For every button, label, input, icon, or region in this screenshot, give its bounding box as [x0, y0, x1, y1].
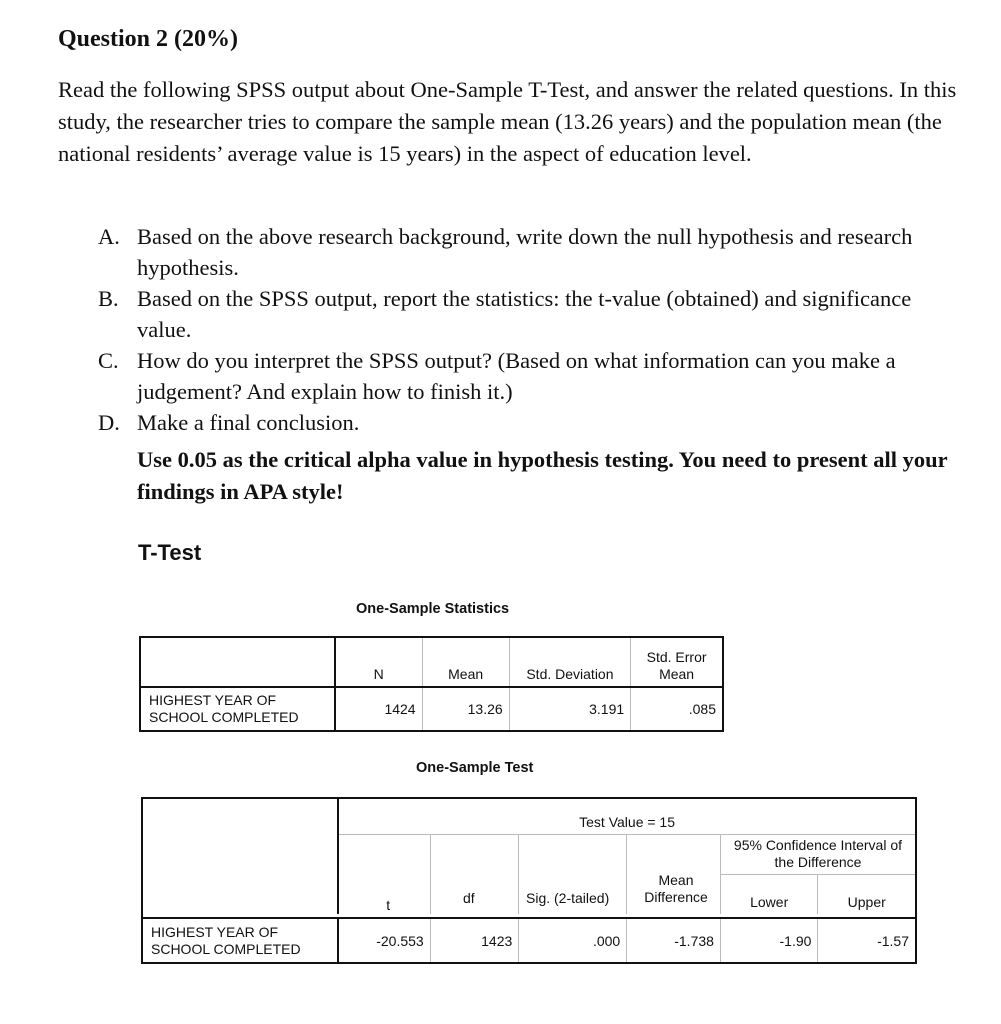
- question-list: [98, 221, 958, 438]
- ci-header: 95% Confidence Interval of the Difference: [720, 834, 916, 874]
- one-sample-statistics-table: [139, 636, 724, 732]
- one-sample-test-table: [141, 797, 917, 964]
- test-corner-cell: [142, 798, 338, 914]
- stats-header-n: N: [373, 666, 384, 682]
- test-header-upper: Upper: [818, 874, 916, 914]
- stats-value-mean: 13.26: [422, 687, 509, 731]
- stats-corner-cell: [140, 637, 335, 687]
- test-header-lower: Lower: [720, 874, 818, 914]
- test-header-t-text: t: [386, 897, 391, 913]
- test-header-df: df: [463, 890, 475, 906]
- test-value-df: 1423: [430, 918, 519, 963]
- stats-header-std-error-mean: Std. Error Mean: [631, 637, 723, 687]
- test-header-sig: Sig. (2-tailed): [526, 890, 610, 906]
- item-text: Make a final conclusion.: [137, 410, 360, 435]
- test-value-header: Test Value = 15: [579, 813, 676, 830]
- stats-header-mean: Mean: [422, 637, 509, 687]
- test-value-mean-difference: -1.738: [627, 918, 721, 963]
- item-text: Based on the SPSS output, report the statistics: the t-value (obtained) and significance value.: [137, 286, 912, 342]
- stats-value-std-deviation: 3.191: [509, 687, 630, 731]
- stats-table-caption: One-Sample Statistics: [356, 601, 510, 617]
- item-letter: A.: [98, 224, 120, 249]
- test-value-sig: .000: [519, 918, 627, 963]
- test-table-caption: One-Sample Test: [416, 760, 534, 776]
- test-value-upper: -1.57: [818, 918, 916, 963]
- test-row-label: HIGHEST YEAR OF SCHOOL COMPLETED: [142, 918, 338, 963]
- test-header-mean-difference: Mean Difference: [644, 872, 708, 905]
- stats-row-label: HIGHEST YEAR OF SCHOOL COMPLETED: [140, 687, 335, 731]
- spss-heading: T-Test: [138, 540, 202, 565]
- question-item-a: [98, 221, 958, 283]
- item-text: How do you interpret the SPSS output? (Based on what information can you make a judgement? And explain how to finish it.): [137, 348, 896, 404]
- item-letter: C.: [98, 348, 119, 373]
- question-title: Question 2 (20%): [58, 26, 238, 52]
- test-value-lower: -1.90: [720, 918, 818, 963]
- test-value-t: -20.553: [338, 918, 430, 963]
- item-text: Based on the above research background, write down the null hypothesis and research hypothesis.: [137, 224, 913, 280]
- instruction-note: Use 0.05 as the critical alpha value in hypothesis testing. You need to present all your findings in APA style!: [137, 447, 948, 504]
- question-item-c: [98, 345, 958, 407]
- item-letter: B.: [98, 286, 119, 311]
- stats-value-n: 1424: [335, 687, 422, 731]
- question-intro: Read the following SPSS output about One-Sample T-Test, and answer the related questions. In this study, the researcher tries to compare the sample mean (13.26 years) and the population mean (the national residents’ average value is 15 years) in the aspect of education level.: [58, 77, 957, 166]
- item-letter: D.: [98, 410, 120, 435]
- stats-header-std-deviation: Std. Deviation: [509, 637, 630, 687]
- test-header-blank-t: [338, 834, 430, 914]
- question-item-d: [98, 407, 958, 438]
- question-item-b: [98, 283, 958, 345]
- stats-value-std-error-mean: .085: [631, 687, 723, 731]
- test-header-t: [338, 897, 430, 918]
